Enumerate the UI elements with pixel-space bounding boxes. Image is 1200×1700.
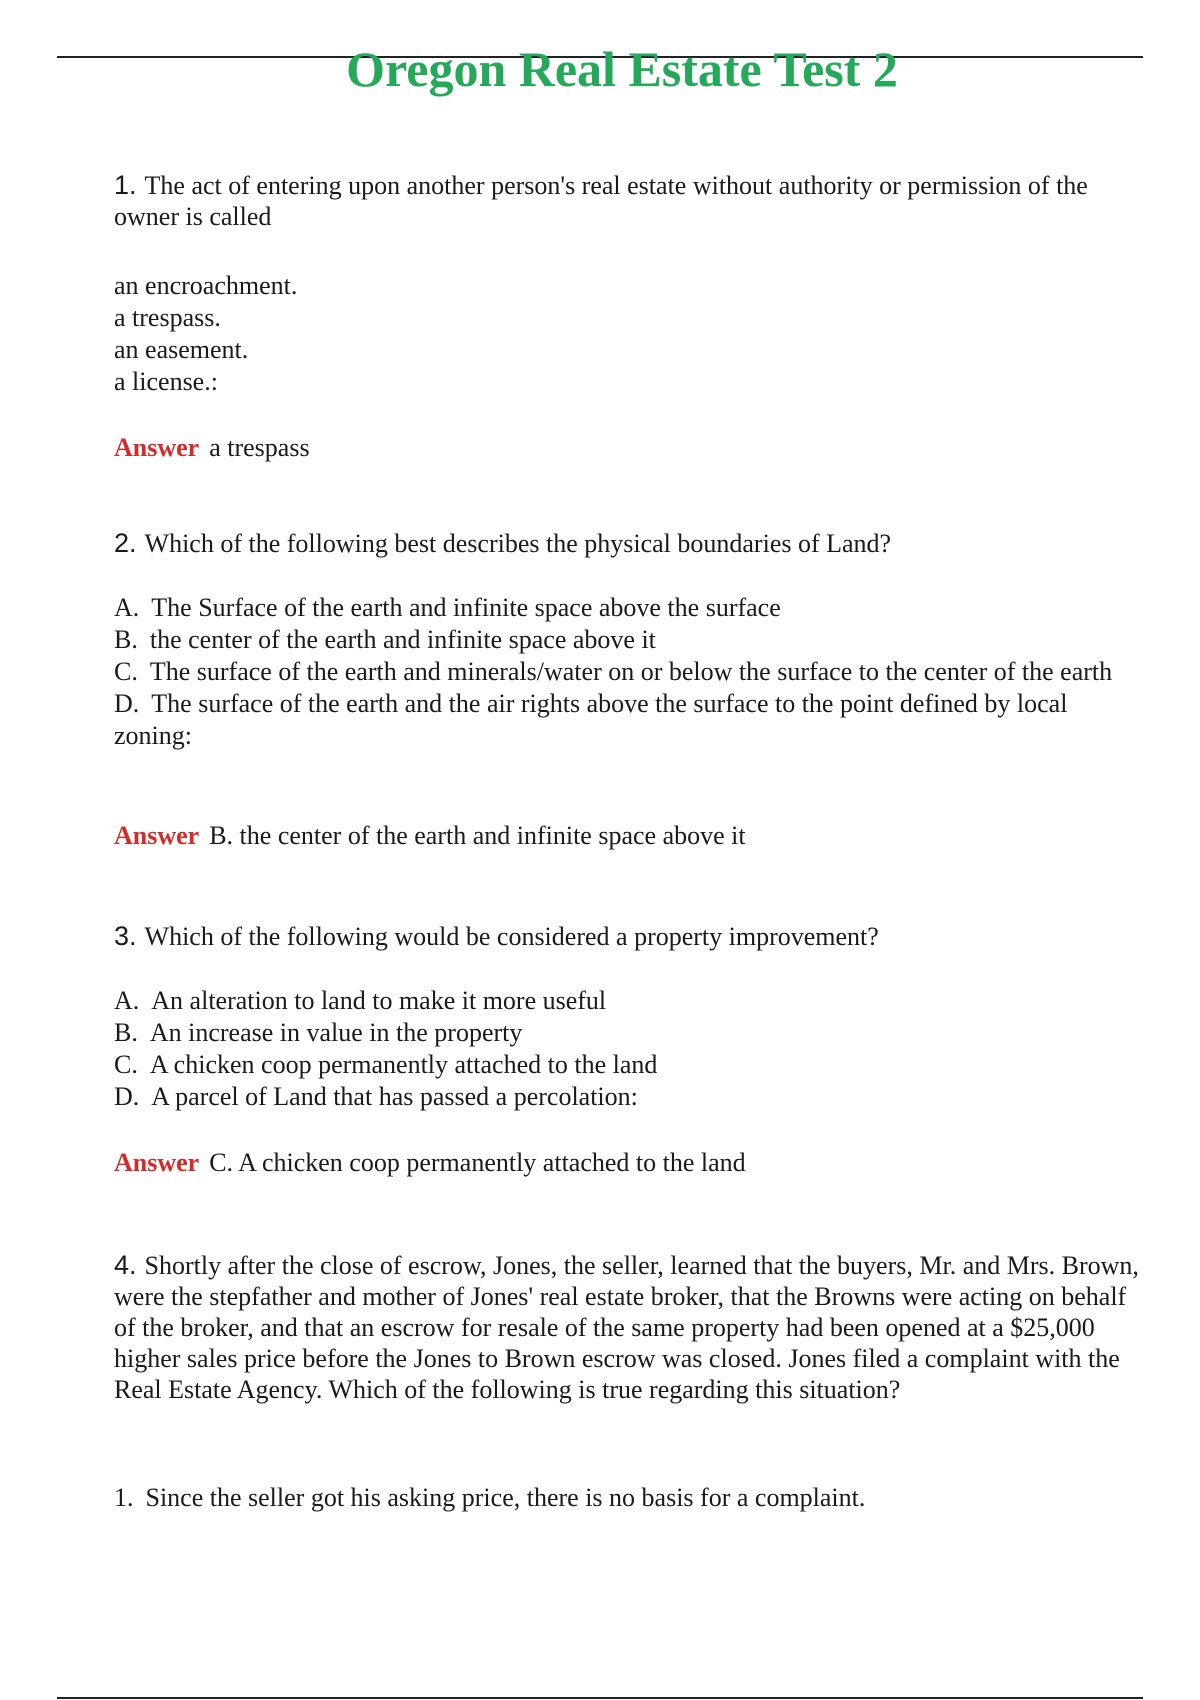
- answer-label: Answer: [114, 821, 200, 850]
- answer-line: [114, 1147, 746, 1179]
- option-text: The surface of the earth and minerals/water on or below the surface to the center of the earth: [149, 657, 1113, 686]
- option-letter: C.: [114, 657, 138, 686]
- answer-text: a trespass: [209, 433, 310, 462]
- option-text: A chicken coop permanently attached to the land: [149, 1050, 658, 1079]
- question-stem: [114, 921, 1139, 952]
- option-text: The surface of the earth and the air rights above the surface to the point defined by local zoning:: [114, 689, 1068, 750]
- option-text: The Surface of the earth and infinite space above the surface: [151, 593, 781, 622]
- question-stem: [114, 1250, 1139, 1405]
- question-stem: [114, 170, 1139, 232]
- option: [114, 270, 297, 302]
- option: [114, 1049, 657, 1081]
- option: [114, 334, 297, 366]
- option-list: [114, 592, 1139, 752]
- option-text: An increase in value in the property: [149, 1018, 523, 1047]
- option: [114, 1482, 865, 1514]
- option: [114, 624, 1139, 656]
- option-letter: A.: [114, 593, 140, 622]
- option-text: a license.:: [114, 367, 218, 396]
- option: [114, 366, 297, 398]
- option-list: [114, 270, 297, 398]
- option-letter: 1.: [114, 1483, 134, 1512]
- question-number: 4.: [114, 1250, 137, 1280]
- answer-text: B. the center of the earth and infinite space above it: [209, 821, 746, 850]
- question-text: Which of the following would be considered a property improvement?: [144, 922, 879, 951]
- question-number: 3.: [114, 921, 137, 951]
- option-text: a trespass.: [114, 303, 221, 332]
- option-text: an encroachment.: [114, 271, 298, 300]
- option: [114, 985, 657, 1017]
- option: [114, 688, 1139, 752]
- option: [114, 592, 1139, 624]
- answer-line: [114, 820, 746, 852]
- question-text: The act of entering upon another person's real estate without authority or permission of the owner is called: [114, 171, 1088, 231]
- option-letter: B.: [114, 1018, 138, 1047]
- option-list: [114, 1482, 865, 1514]
- question-2: [114, 528, 1139, 850]
- question-stem: [114, 528, 1139, 559]
- answer-line: [114, 432, 310, 464]
- question-text: Shortly after the close of escrow, Jones, the seller, learned that the buyers, Mr. and Mrs. Brown, were the stepfather and mother of Jones' real estate broker, that the Browns were acting on behalf of the broker, and that an escrow for resale of the same property had been opened at a $25,000 higher sales price before the Jones to Brown escrow was closed. Jones filed a complaint with the Real Estate Agency. Which of the following is true regarding this situation?: [114, 1251, 1139, 1404]
- question-number: 1.: [114, 170, 137, 200]
- option-letter: D.: [114, 689, 140, 718]
- option-text: An alteration to land to make it more useful: [151, 986, 607, 1015]
- option-text: A parcel of Land that has passed a percolation:: [151, 1082, 638, 1111]
- option: [114, 1081, 657, 1113]
- option-letter: C.: [114, 1050, 138, 1079]
- option-text: an easement.: [114, 335, 249, 364]
- question-1: [114, 170, 1139, 462]
- option: [114, 656, 1139, 688]
- option-text: the center of the earth and infinite space above it: [149, 625, 656, 654]
- option-list: [114, 985, 657, 1113]
- option-letter: A.: [114, 986, 140, 1015]
- question-3: [114, 921, 1139, 1177]
- answer-label: Answer: [114, 433, 200, 462]
- answer-text: C. A chicken coop permanently attached to the land: [209, 1148, 746, 1177]
- question-4: [114, 1250, 1139, 1512]
- question-number: 2.: [114, 528, 137, 558]
- option: [114, 1017, 657, 1049]
- question-text: Which of the following best describes the physical boundaries of Land?: [144, 529, 892, 558]
- option-letter: D.: [114, 1082, 140, 1111]
- option-text: Since the seller got his asking price, there is no basis for a complaint.: [145, 1483, 866, 1512]
- page-title: Oregon Real Estate Test 2: [346, 41, 898, 97]
- answer-label: Answer: [114, 1148, 200, 1177]
- option: [114, 302, 297, 334]
- bottom-rule: [57, 1697, 1143, 1699]
- option-letter: B.: [114, 625, 138, 654]
